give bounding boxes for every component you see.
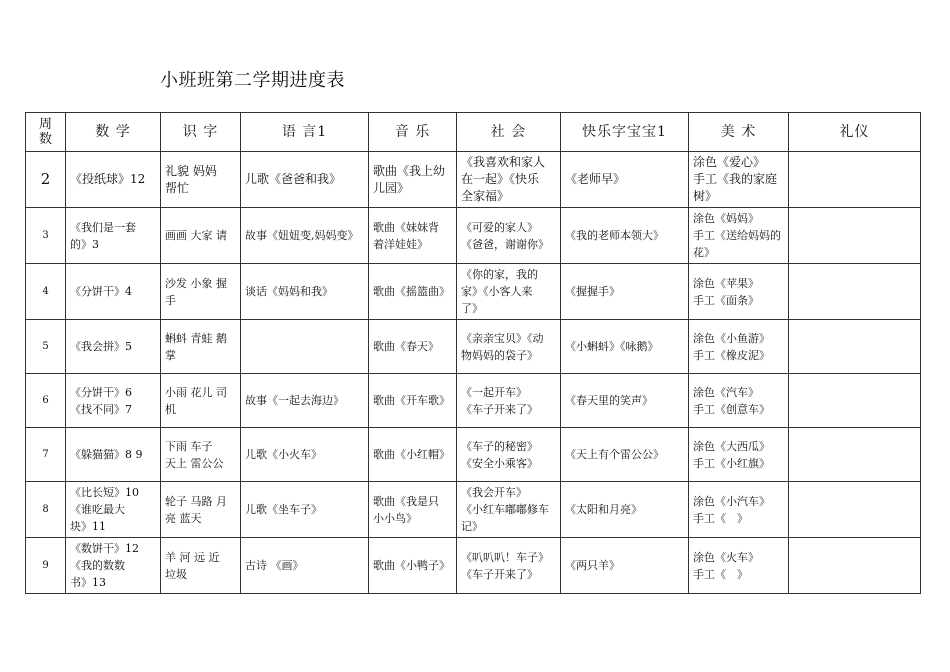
- cell-literacy: 蝌蚪 青蛙 鹅 掌: [161, 320, 241, 374]
- cell-literacy: 羊 河 远 近 垃圾: [161, 538, 241, 594]
- table-row: [26, 538, 921, 594]
- cell-literacy: 礼貌 妈妈 帮忙: [161, 152, 241, 208]
- cell-happy-characters: 《太阳和月亮》: [561, 482, 689, 538]
- cell-music: 歌曲《春天》: [369, 320, 457, 374]
- cell-etiquette: [789, 264, 921, 320]
- cell-language: 故事《妞妞变,妈妈变》: [241, 208, 369, 264]
- cell-math: 《我们是一套 的》3: [66, 208, 161, 264]
- cell-social: 《我会开车》 《小红车嘟嘟修车 记》: [457, 482, 561, 538]
- header-art: 美 术: [689, 113, 789, 152]
- header-etiquette: 礼仪: [789, 113, 921, 152]
- header-happy-characters: 快乐字宝宝1: [561, 113, 689, 152]
- cell-art: 涂色《爱心》 手工《我的家庭 树》: [689, 152, 789, 208]
- cell-happy-characters: 《小蝌蚪》《咏鹅》: [561, 320, 689, 374]
- cell-social: 《车子的秘密》 《安全小乘客》: [457, 428, 561, 482]
- cell-week: 8: [26, 482, 66, 538]
- cell-music: 歌曲《妹妹背 着洋娃娃》: [369, 208, 457, 264]
- cell-social: 《你的家，我的 家》《小客人来 了》: [457, 264, 561, 320]
- cell-math: 《我会拼》5: [66, 320, 161, 374]
- table-row: [26, 264, 921, 320]
- cell-week: 9: [26, 538, 66, 594]
- header-week: 周 数: [26, 113, 66, 152]
- cell-happy-characters: 《天上有个雷公公》: [561, 428, 689, 482]
- cell-week: 3: [26, 208, 66, 264]
- table-row: [26, 374, 921, 428]
- cell-social: 《一起开车》 《车子开来了》: [457, 374, 561, 428]
- cell-etiquette: [789, 428, 921, 482]
- cell-language: 古诗 《画》: [241, 538, 369, 594]
- cell-language: 儿歌《爸爸和我》: [241, 152, 369, 208]
- cell-happy-characters: 《我的老师本领大》: [561, 208, 689, 264]
- cell-social: 《可爱的家人》 《爸爸，谢谢你》: [457, 208, 561, 264]
- cell-etiquette: [789, 538, 921, 594]
- cell-week: 5: [26, 320, 66, 374]
- cell-language: [241, 320, 369, 374]
- cell-literacy: 轮子 马路 月 亮 蓝天: [161, 482, 241, 538]
- cell-art: 涂色《小汽车》 手工《 》: [689, 482, 789, 538]
- cell-art: 涂色《苹果》 手工《面条》: [689, 264, 789, 320]
- cell-art: 涂色《汽车》 手工《创意车》: [689, 374, 789, 428]
- cell-art: 涂色《妈妈》 手工《送给妈妈的 花》: [689, 208, 789, 264]
- cell-language: 谈话《妈妈和我》: [241, 264, 369, 320]
- cell-social: 《亲亲宝贝》《动 物妈妈的袋子》: [457, 320, 561, 374]
- table-row: [26, 482, 921, 538]
- cell-music: 歌曲《我上幼 儿园》: [369, 152, 457, 208]
- cell-math: 《数饼干》12 《我的数数 书》13: [66, 538, 161, 594]
- header-row: [26, 113, 921, 152]
- cell-art: 涂色《火车》 手工《 》: [689, 538, 789, 594]
- cell-week: 4: [26, 264, 66, 320]
- cell-etiquette: [789, 320, 921, 374]
- cell-week: 7: [26, 428, 66, 482]
- cell-happy-characters: 《春天里的笑声》: [561, 374, 689, 428]
- cell-math: 《分饼干》4: [66, 264, 161, 320]
- cell-happy-characters: 《老师早》: [561, 152, 689, 208]
- header-math: 数 学: [66, 113, 161, 152]
- table-row: [26, 428, 921, 482]
- cell-math: 《分饼干》6 《找不同》7: [66, 374, 161, 428]
- cell-etiquette: [789, 208, 921, 264]
- cell-language: 儿歌《小火车》: [241, 428, 369, 482]
- cell-week: 6: [26, 374, 66, 428]
- table-row: [26, 208, 921, 264]
- cell-math: 《躲猫猫》8 9: [66, 428, 161, 482]
- header-language: 语 言1: [241, 113, 369, 152]
- cell-literacy: 下雨 车子 天上 雷公公: [161, 428, 241, 482]
- cell-literacy: 沙发 小象 握 手: [161, 264, 241, 320]
- cell-literacy: 画画 大家 请: [161, 208, 241, 264]
- cell-social: 《叭叭叭！车子》 《车子开来了》: [457, 538, 561, 594]
- cell-etiquette: [789, 482, 921, 538]
- cell-social: 《我喜欢和家人 在一起》《快乐 全家福》: [457, 152, 561, 208]
- cell-literacy: 小雨 花儿 司 机: [161, 374, 241, 428]
- cell-music: 歌曲《小红帽》: [369, 428, 457, 482]
- table-row: [26, 152, 921, 208]
- cell-math: 《投纸球》12: [66, 152, 161, 208]
- cell-week: 2: [26, 152, 66, 208]
- cell-music: 歌曲《小鸭子》: [369, 538, 457, 594]
- cell-etiquette: [789, 374, 921, 428]
- cell-music: 歌曲《开车歌》: [369, 374, 457, 428]
- cell-etiquette: [789, 152, 921, 208]
- cell-music: 歌曲《摇篮曲》: [369, 264, 457, 320]
- cell-art: 涂色《小鱼游》 手工《橡皮泥》: [689, 320, 789, 374]
- cell-language: 儿歌《坐车子》: [241, 482, 369, 538]
- page-title: 小班班第二学期进度表: [160, 70, 345, 91]
- cell-music: 歌曲《我是只 小小鸟》: [369, 482, 457, 538]
- cell-happy-characters: 《两只羊》: [561, 538, 689, 594]
- table-row: [26, 320, 921, 374]
- schedule-table: [25, 112, 921, 594]
- cell-language: 故事《一起去海边》: [241, 374, 369, 428]
- cell-art: 涂色《大西瓜》 手工《小红旗》: [689, 428, 789, 482]
- header-music: 音 乐: [369, 113, 457, 152]
- header-literacy: 识 字: [161, 113, 241, 152]
- header-social: 社 会: [457, 113, 561, 152]
- cell-happy-characters: 《握握手》: [561, 264, 689, 320]
- cell-math: 《比长短》10 《谁吃最大 块》11: [66, 482, 161, 538]
